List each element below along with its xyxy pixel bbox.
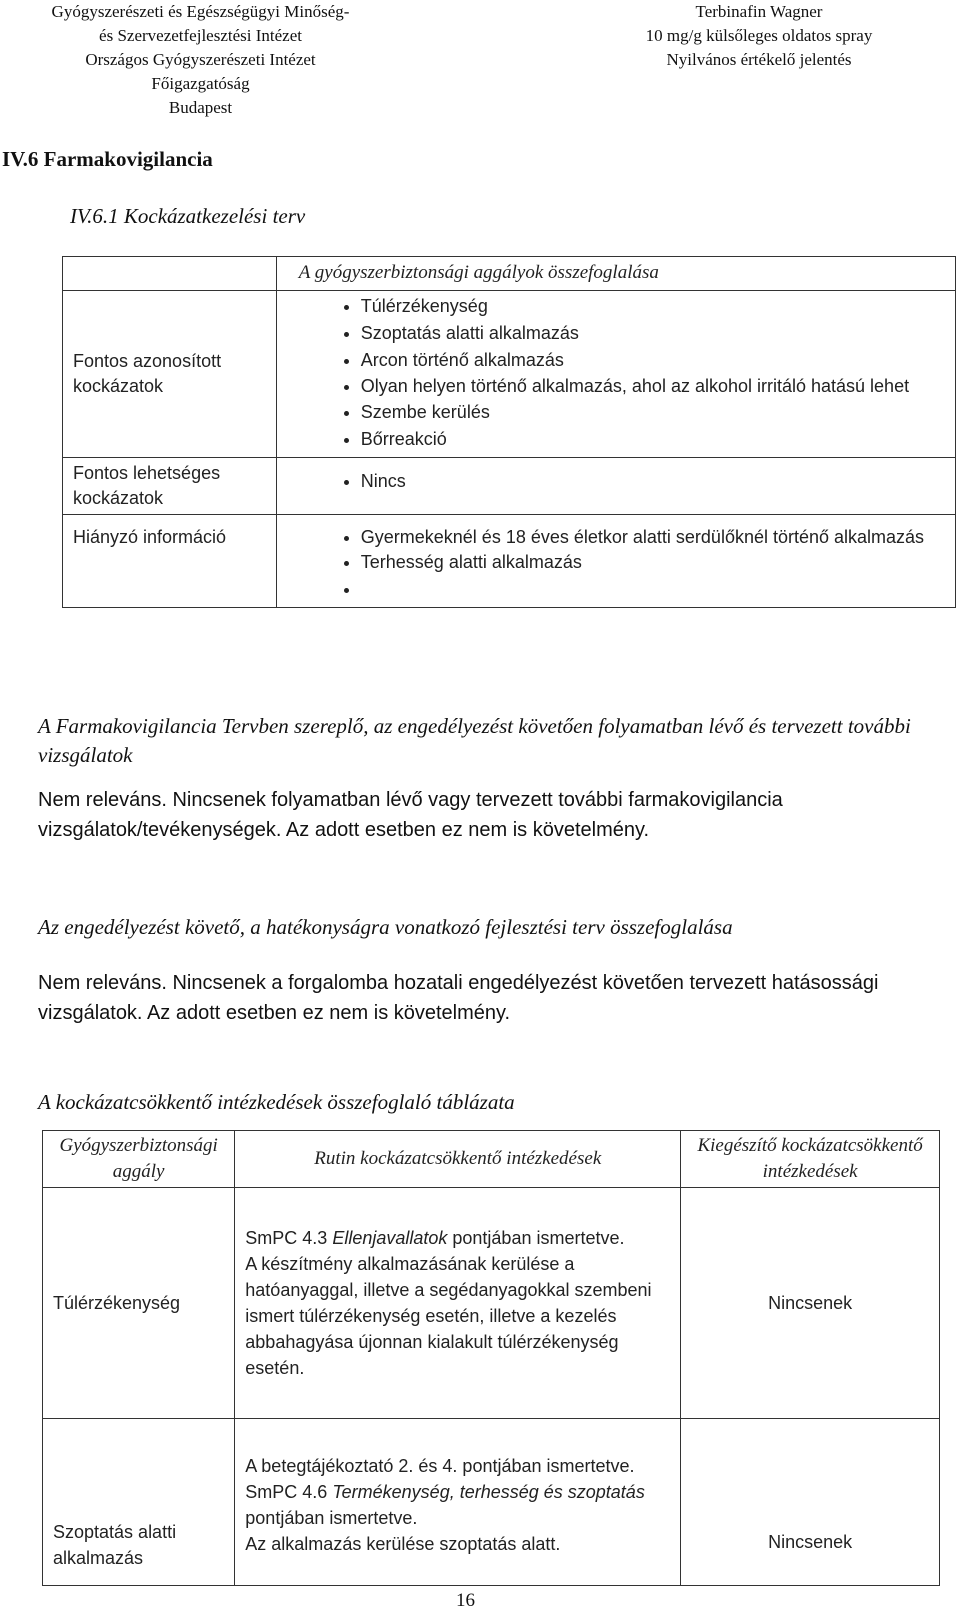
efficacy-plan-text: Nem releváns. Nincsenek a forgalomba hozatali engedélyezést követően tervezett hatásossági vizsgálatok. Az adott esetben ez nem is követelmény. [38,972,879,1024]
measures-concern: Túlérzékenység [43,1188,235,1419]
routine-text: Az alkalmazás kerülése szoptatás alatt. [245,1534,561,1554]
measures-additional: Nincsenek [681,1188,940,1419]
routine-text: SmPC 4.6 [245,1482,333,1502]
risk-item [361,576,955,603]
routine-line [245,1531,670,1557]
risk-item: • Arcon történő alkalmazás [361,347,955,374]
risk-item: • Terhesség alatti alkalmazás [361,549,955,576]
efficacy-plan-heading: Az engedélyezést követő, a hatékonyságra vonatkozó fejlesztési terv összefoglalása [38,915,733,939]
risk-table-empty-cell [63,257,277,291]
routine-text: pontjában ismertetve. [447,1228,625,1248]
measures-routine [235,1419,681,1586]
page-number: 16 [456,1590,475,1611]
routine-ref: Ellenjavallatok [332,1228,448,1248]
risk-item: • Olyan helyen történő alkalmazás, ahol az alkohol irritáló hatású lehet [361,374,955,399]
risk-label: Hiányzó információ [63,515,277,608]
risk-item: • Túlérzékenység [361,293,955,320]
routine-line [245,1453,670,1479]
routine-text: pontjában ismertetve. [245,1508,418,1528]
pv-plan-heading: A Farmakovigilancia Tervben szereplő, az engedélyezést követően folyamatban lévő és tervezett további vizsgálatok [38,714,911,767]
pv-plan-text: Nem releváns. Nincsenek folyamatban lévő vagy tervezett további farmakovigilancia vizsgálatok/tevékenységek. Az adott esetben ez nem is követelmény. [38,789,783,841]
measures-routine [235,1188,681,1419]
risk-list [299,293,955,453]
risk-item: • Szembe kerülés [361,399,955,426]
measures-additional: Nincsenek [681,1419,940,1586]
measures-col-header: Gyógyszerbiztonsági aggály [43,1131,235,1188]
routine-text: A betegtájékoztató 2. és 4. pontjában ismertetve. [245,1456,635,1476]
measures-table [42,1130,940,1586]
routine-line [245,1251,670,1381]
risk-label: Fontos azonosított kockázatok [63,291,277,458]
risk-items [276,458,955,515]
measures-concern: Szoptatás alatti alkalmazás [43,1419,235,1586]
risk-table [62,256,956,608]
risk-item: • Gyermekeknél és 18 éves életkor alatti serdülőknél történő alkalmazás [361,525,955,549]
header-left-line: és Szervezetfejlesztési Intézet [99,26,302,45]
measures-heading: A kockázatcsökkentő intézkedések összefoglaló táblázata [38,1090,515,1114]
routine-line [245,1479,670,1531]
risk-list [299,525,955,603]
routine-ref: Termékenység, terhesség és szoptatás [332,1482,645,1502]
subsection-title: IV.6.1 Kockázatkezelési terv [70,204,306,228]
header-left-line: Budapest [168,98,233,117]
header-right [614,0,904,72]
header-right-line: Nyilvános értékelő jelentés [666,50,852,69]
header-left-line: Főigazgatóság [151,74,250,93]
risk-table-title-cell [276,257,955,291]
risk-item: • Bőrreakció [361,426,955,453]
risk-item: • Nincs [361,468,955,495]
routine-text: SmPC 4.3 [245,1228,333,1248]
measures-col-header: Kiegészítő kockázatcsökkentő intézkedések [681,1131,940,1188]
risk-list [299,468,955,495]
header-right-line: Terbinafin Wagner [695,2,823,21]
risk-item: • Szoptatás alatti alkalmazás [361,320,955,347]
risk-table-title: A gyógyszerbiztonsági aggályok összefoglalása [298,262,659,283]
section-title: IV.6 Farmakovigilancia [2,147,213,171]
risk-label: Fontos lehetséges kockázatok [63,458,277,515]
header-left [38,0,363,120]
risk-items [276,291,955,458]
header-left-line: Országos Gyógyszerészeti Intézet [85,50,316,69]
header-left-line: Gyógyszerészeti és Egészségügyi Minőség- [51,2,350,21]
routine-line [245,1225,670,1251]
header-right-line: 10 mg/g külsőleges oldatos spray [645,26,873,45]
measures-col-header: Rutin kockázatcsökkentő intézkedések [235,1131,681,1188]
risk-items [276,515,955,608]
routine-text: A készítmény alkalmazásának kerülése a hatóanyaggal, illetve a segédanyagokkal szembeni ismert túlérzékenység esetén, illetve a kezelés abbahagyása újonnan kialakult túlérzékenység esetén. [245,1254,652,1378]
